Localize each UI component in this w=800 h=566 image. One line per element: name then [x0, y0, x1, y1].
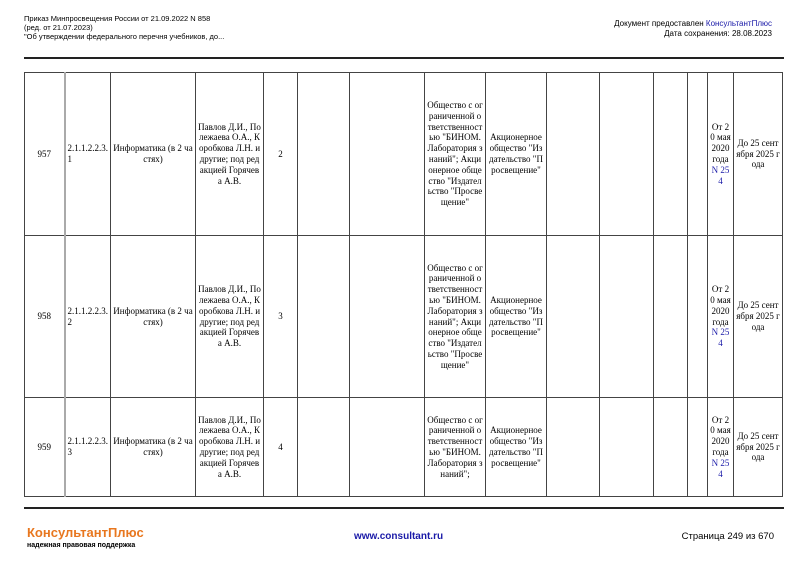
authors [196, 73, 264, 236]
footer-divider [24, 507, 784, 509]
empty-cell [547, 398, 600, 497]
order-link[interactable]: N 254 [711, 327, 730, 349]
empty-cell [654, 398, 688, 497]
document-title [24, 14, 224, 41]
authors-text: Павлов Д.И., Полежаева О.А., Коробкова Л.Н. и другие; под редакцией Горячева А.В. [198, 121, 261, 186]
authors [196, 398, 264, 497]
textbook-title-text: Информатика (в 2 частях) [113, 305, 193, 327]
date-from-text: От 20 мая 2020 года [710, 414, 731, 457]
publisher-2 [486, 73, 547, 236]
empty-cell [600, 236, 654, 398]
empty-cell [654, 73, 688, 236]
textbook-table [24, 72, 783, 497]
date-from [708, 236, 734, 398]
grade [264, 236, 298, 398]
date-from [708, 73, 734, 236]
empty-cell [688, 236, 708, 398]
grade [264, 398, 298, 497]
order-link[interactable]: N 254 [711, 164, 730, 186]
date-to-text: До 25 сентября 2025 года [736, 137, 780, 170]
empty-cell [350, 236, 425, 398]
row-code [65, 236, 111, 398]
empty-cell [547, 73, 600, 236]
authors [196, 236, 264, 398]
order-link[interactable]: N 254 [711, 457, 730, 479]
grade-text: 3 [278, 311, 283, 322]
row-code-text: 2.1.1.2.2.3.3 [67, 436, 108, 457]
date-to-text: До 25 сентября 2025 года [736, 430, 780, 463]
textbook-title-text: Информатика (в 2 частях) [113, 143, 193, 164]
row-code-text: 2.1.1.2.2.3.2 [67, 305, 108, 327]
row-number-text: 958 [37, 311, 51, 322]
row-code [65, 398, 111, 497]
footer-logo [27, 525, 144, 549]
website-link[interactable]: www.consultant.ru [354, 531, 444, 542]
publisher-2 [486, 398, 547, 497]
date-from [708, 398, 734, 497]
empty-cell [350, 73, 425, 236]
table-row [25, 236, 783, 398]
save-date: Дата сохранения: 28.08.2023 [664, 29, 772, 38]
provider-info [614, 19, 772, 39]
authors-text: Павлов Д.И., Полежаева О.А., Коробкова Л.Н. и другие; под редакцией Горячева А.В. [198, 414, 261, 479]
date-to-text: До 25 сентября 2025 года [736, 300, 780, 332]
date-to [734, 398, 783, 497]
row-number-text: 957 [37, 148, 51, 159]
order-subject: "Об утверждении федерального перечня учебников, до... [24, 32, 225, 41]
row-code [65, 73, 111, 236]
order-title: Приказ Минпросвещения России от 21.09.2022 N 858 [24, 14, 211, 23]
empty-cell [688, 398, 708, 497]
header-divider [24, 57, 784, 59]
empty-cell [547, 236, 600, 398]
publisher-2-text: Акционерное общество "Издательство "Просвещение" [489, 425, 543, 468]
empty-cell [600, 398, 654, 497]
authors-text: Павлов Д.И., Полежаева О.А., Коробкова Л.Н. и другие; под редакцией Горячева А.В. [198, 284, 261, 349]
publisher-2-text: Акционерное общество "Издательство "Просвещение" [489, 294, 543, 338]
row-number [25, 398, 65, 497]
publisher-text: Общество с ограниченной ответственностью "БИНОМ. Лаборатория знаний"; Акционерное общество "Издательство "Просвещение" [427, 100, 483, 208]
empty-cell [688, 73, 708, 236]
brand-name: КонсультантПлюс [27, 525, 144, 540]
publisher-text: Общество с ограниченной ответственностью "БИНОМ. Лаборатория знаний"; Акционерное общество "Издательство "Просвещение" [427, 262, 483, 370]
textbook-title [111, 398, 196, 497]
textbook-title [111, 73, 196, 236]
textbook-title-text: Информатика (в 2 частях) [113, 436, 193, 457]
grade-text: 4 [278, 441, 283, 452]
empty-cell [298, 73, 350, 236]
empty-cell [350, 398, 425, 497]
empty-cell [298, 398, 350, 497]
row-number-text: 959 [37, 441, 51, 452]
publisher-2 [486, 236, 547, 398]
publisher [425, 398, 486, 497]
publisher-2-text: Акционерное общество "Издательство "Просвещение" [489, 132, 543, 175]
date-to [734, 236, 783, 398]
date-from-text: От 20 мая 2020 года [710, 121, 731, 164]
revision: (ред. от 21.07.2023) [24, 23, 93, 32]
provided-label: Документ предоставлен [614, 19, 706, 28]
publisher [425, 73, 486, 236]
row-number [25, 73, 65, 236]
date-from-text: От 20 мая 2020 года [710, 284, 731, 327]
grade [264, 73, 298, 236]
publisher [425, 236, 486, 398]
row-code-text: 2.1.1.2.2.3.1 [67, 143, 108, 164]
table-row [25, 398, 783, 497]
table-row [25, 73, 783, 236]
empty-cell [600, 73, 654, 236]
date-to [734, 73, 783, 236]
empty-cell [654, 236, 688, 398]
grade-text: 2 [278, 148, 283, 159]
textbook-title [111, 236, 196, 398]
publisher-text: Общество с ограниченной ответственностью "БИНОМ. Лаборатория знаний"; [427, 414, 483, 479]
row-number [25, 236, 65, 398]
page-number: Страница 249 из 670 [681, 531, 774, 542]
brand-tagline: надежная правовая поддержка [27, 542, 136, 549]
provider-link[interactable]: КонсультантПлюс [705, 19, 772, 28]
empty-cell [298, 236, 350, 398]
